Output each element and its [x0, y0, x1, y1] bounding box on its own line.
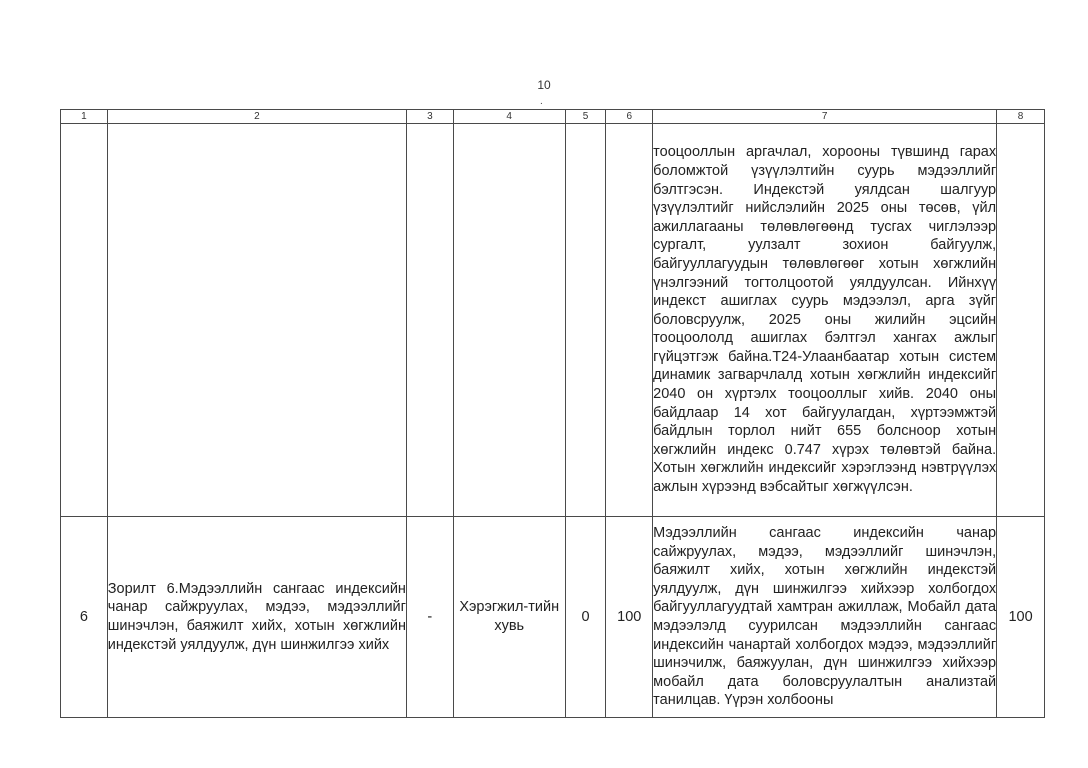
- empty-cell: [61, 124, 108, 517]
- goal-text: Зорилт 6.Мэдээллийн сангаас индексийн чанар сайжруулах, мэдээ, мэдээллийг шинэчлэн, баяжилт хийх, хотын хөгжлийн индекстэй уялдуулж, дүн шинжилгээ хийх: [107, 517, 406, 718]
- empty-cell: [997, 124, 1045, 517]
- result-value-cell: 100: [997, 517, 1045, 718]
- column-number: 2: [107, 110, 406, 124]
- column-number: 7: [653, 110, 997, 124]
- baseline-cell: -: [406, 517, 453, 718]
- table-row-continued: [61, 124, 1045, 517]
- empty-cell: [606, 124, 653, 517]
- page-dot: .: [540, 96, 543, 107]
- empty-cell: [453, 124, 565, 517]
- indicator-cell: Хэрэгжил-тийн хувь: [453, 517, 565, 718]
- empty-cell: [565, 124, 606, 517]
- table-row-6: [61, 517, 1045, 718]
- column-number: 5: [565, 110, 606, 124]
- page-number: 10: [537, 78, 551, 92]
- target-value-cell: 100: [606, 517, 653, 718]
- column-number: 6: [606, 110, 653, 124]
- progress-description: Мэдээллийн сангаас индексийн чанар сайжруулах, мэдээ, мэдээллийг шинэчлэн, баяжилт хийх, хотын хөгжлийн индекстэй уялдуулж, дүн шинжилгээ хийхээр холбогдох байгууллагуудтай хамтран ажиллаж, Мобайл дата мэдээлэлд суурилсан мэдээллийн сангаас индексийн чанартай холбогдох мэдээ, мэдээллийг шинэчилж, баяжуулан, дүн шинжилгээ хийхээр мобайл дата боловсруулалтын анализтай танилцав. Үүрэн холбооны: [653, 517, 997, 718]
- column-number: 4: [453, 110, 565, 124]
- empty-cell: [107, 124, 406, 517]
- column-number: 3: [406, 110, 453, 124]
- start-value-cell: 0: [565, 517, 606, 718]
- column-number: 1: [61, 110, 108, 124]
- progress-description: тооцооллын аргачлал, хорооны түвшинд гарах боломжтой үзүүлэлтийн суурь мэдээллийг бэлтгэсэн. Индекстэй уялдсан шалгуур үзүүлэлтийг нийслэлийн 2025 оны төсөв, үйл ажиллагааны төлөвлөгөөнд тусгах чиглэлээр сургалт, уулзалт зохион байгуулж, байгууллагуудын төлөвлөгөөг хотын хөгжлийн үнэлгээний тогтолцоотой уялдуулсан. Ийнхүү индекст ашиглах суурь мэдээлэл, арга зүйг боловсруулж, 2025 оны жилийн эцсийн тооцоололд ашиглах бэлтгэл хангах ажлыг гүйцэтгэж байна.Т24-Улаанбаатар хотын систем динамик загварчлалд хотын хөгжлийн индексийг 2040 он хүртэлх тооцооллыг хийв. 2040 оны байдлаар 14 хот байгуулагдан, хүртээмжтэй байдлын торлол нийт 655 болсноор хотын хөгжлийн индекс 0.747 хүрэх төлөвтэй байна. Хотын хөгжлийн индексийг хэрэглээнд нэвтрүүлэх ажлын хүрээнд вэбсайтыг хөгжүүлсэн.: [653, 124, 997, 517]
- column-number: 8: [997, 110, 1045, 124]
- report-table: [60, 109, 1045, 718]
- row-number: 6: [61, 517, 108, 718]
- column-number-row: [61, 110, 1045, 124]
- empty-cell: [406, 124, 453, 517]
